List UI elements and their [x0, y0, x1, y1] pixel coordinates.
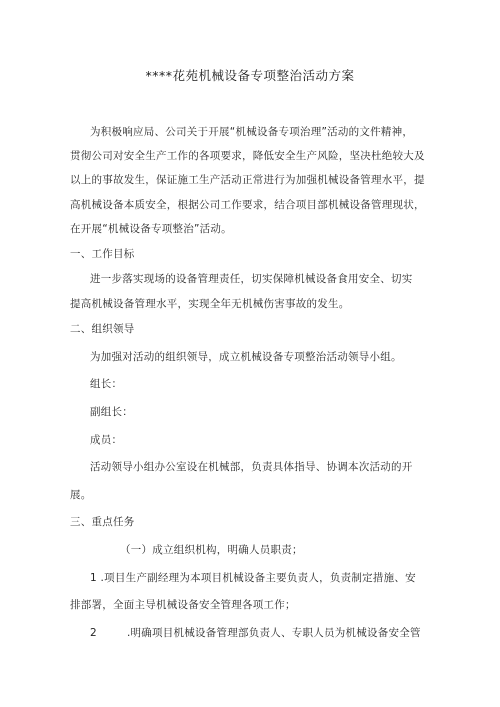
section-1-line-1: 进一步落实现场的设备管理责任，切实保障机械设备食用安全、切实: [90, 273, 413, 285]
leader-label: 组长：: [90, 378, 123, 390]
item-1-line-2: 排部署，全面主导机械设备安全管理各项工作；: [70, 599, 296, 611]
section-3-sub-1: （一）成立组织机构，明确人员职责；: [120, 544, 303, 556]
office-line-1: 活动领导小组办公室设在机械部，负责具体指导、协调本次活动的开: [90, 461, 413, 473]
document-title: ****花苑机械设备专项整治活动方案: [145, 68, 355, 83]
section-1-heading: 一、工作目标: [70, 248, 135, 260]
intro-line-1: 为积极响应局、公司关于开展“机械设备专项治理”活动的文件精神，: [90, 126, 414, 138]
section-1-line-2: 提高机械设备管理水平，实现全年无机械伤害事故的发生。: [70, 298, 350, 310]
office-line-2: 展。: [70, 489, 92, 501]
intro-line-4: 高机械设备本质安全，根据公司工作要求，结合项目部机械设备管理现状，: [70, 199, 425, 211]
intro-line-3: 以上的事故发生，保证施工生产活动正常进行为加强机械设备管理水平，提: [70, 174, 425, 186]
members-label: 成员：: [90, 434, 123, 446]
intro-line-2: 贯彻公司对安全生产工作的各项要求，降低安全生产风险，坚决杜绝较大及: [70, 150, 425, 162]
deputy-leader-label: 副组长：: [90, 406, 133, 418]
item-1-line-1: 1 .项目生产副经理为本项目机械设备主要负责人，负责制定措施、安: [90, 572, 416, 584]
item-2-number: 2: [90, 627, 97, 639]
intro-line-5: 在开展“机械设备专项整治”活动。: [70, 223, 232, 235]
item-2-text: .明确项目机械设备管理部负责人、专职人员为机械设备安全管: [126, 627, 421, 639]
section-2-para-1: 为加强对活动的组织领导，成立机械设备专项整治活动领导小组。: [90, 351, 402, 363]
section-3-heading: 三、重点任务: [70, 516, 135, 528]
section-2-heading: 二、组织领导: [70, 323, 135, 335]
item-2-line-1: [90, 625, 421, 640]
